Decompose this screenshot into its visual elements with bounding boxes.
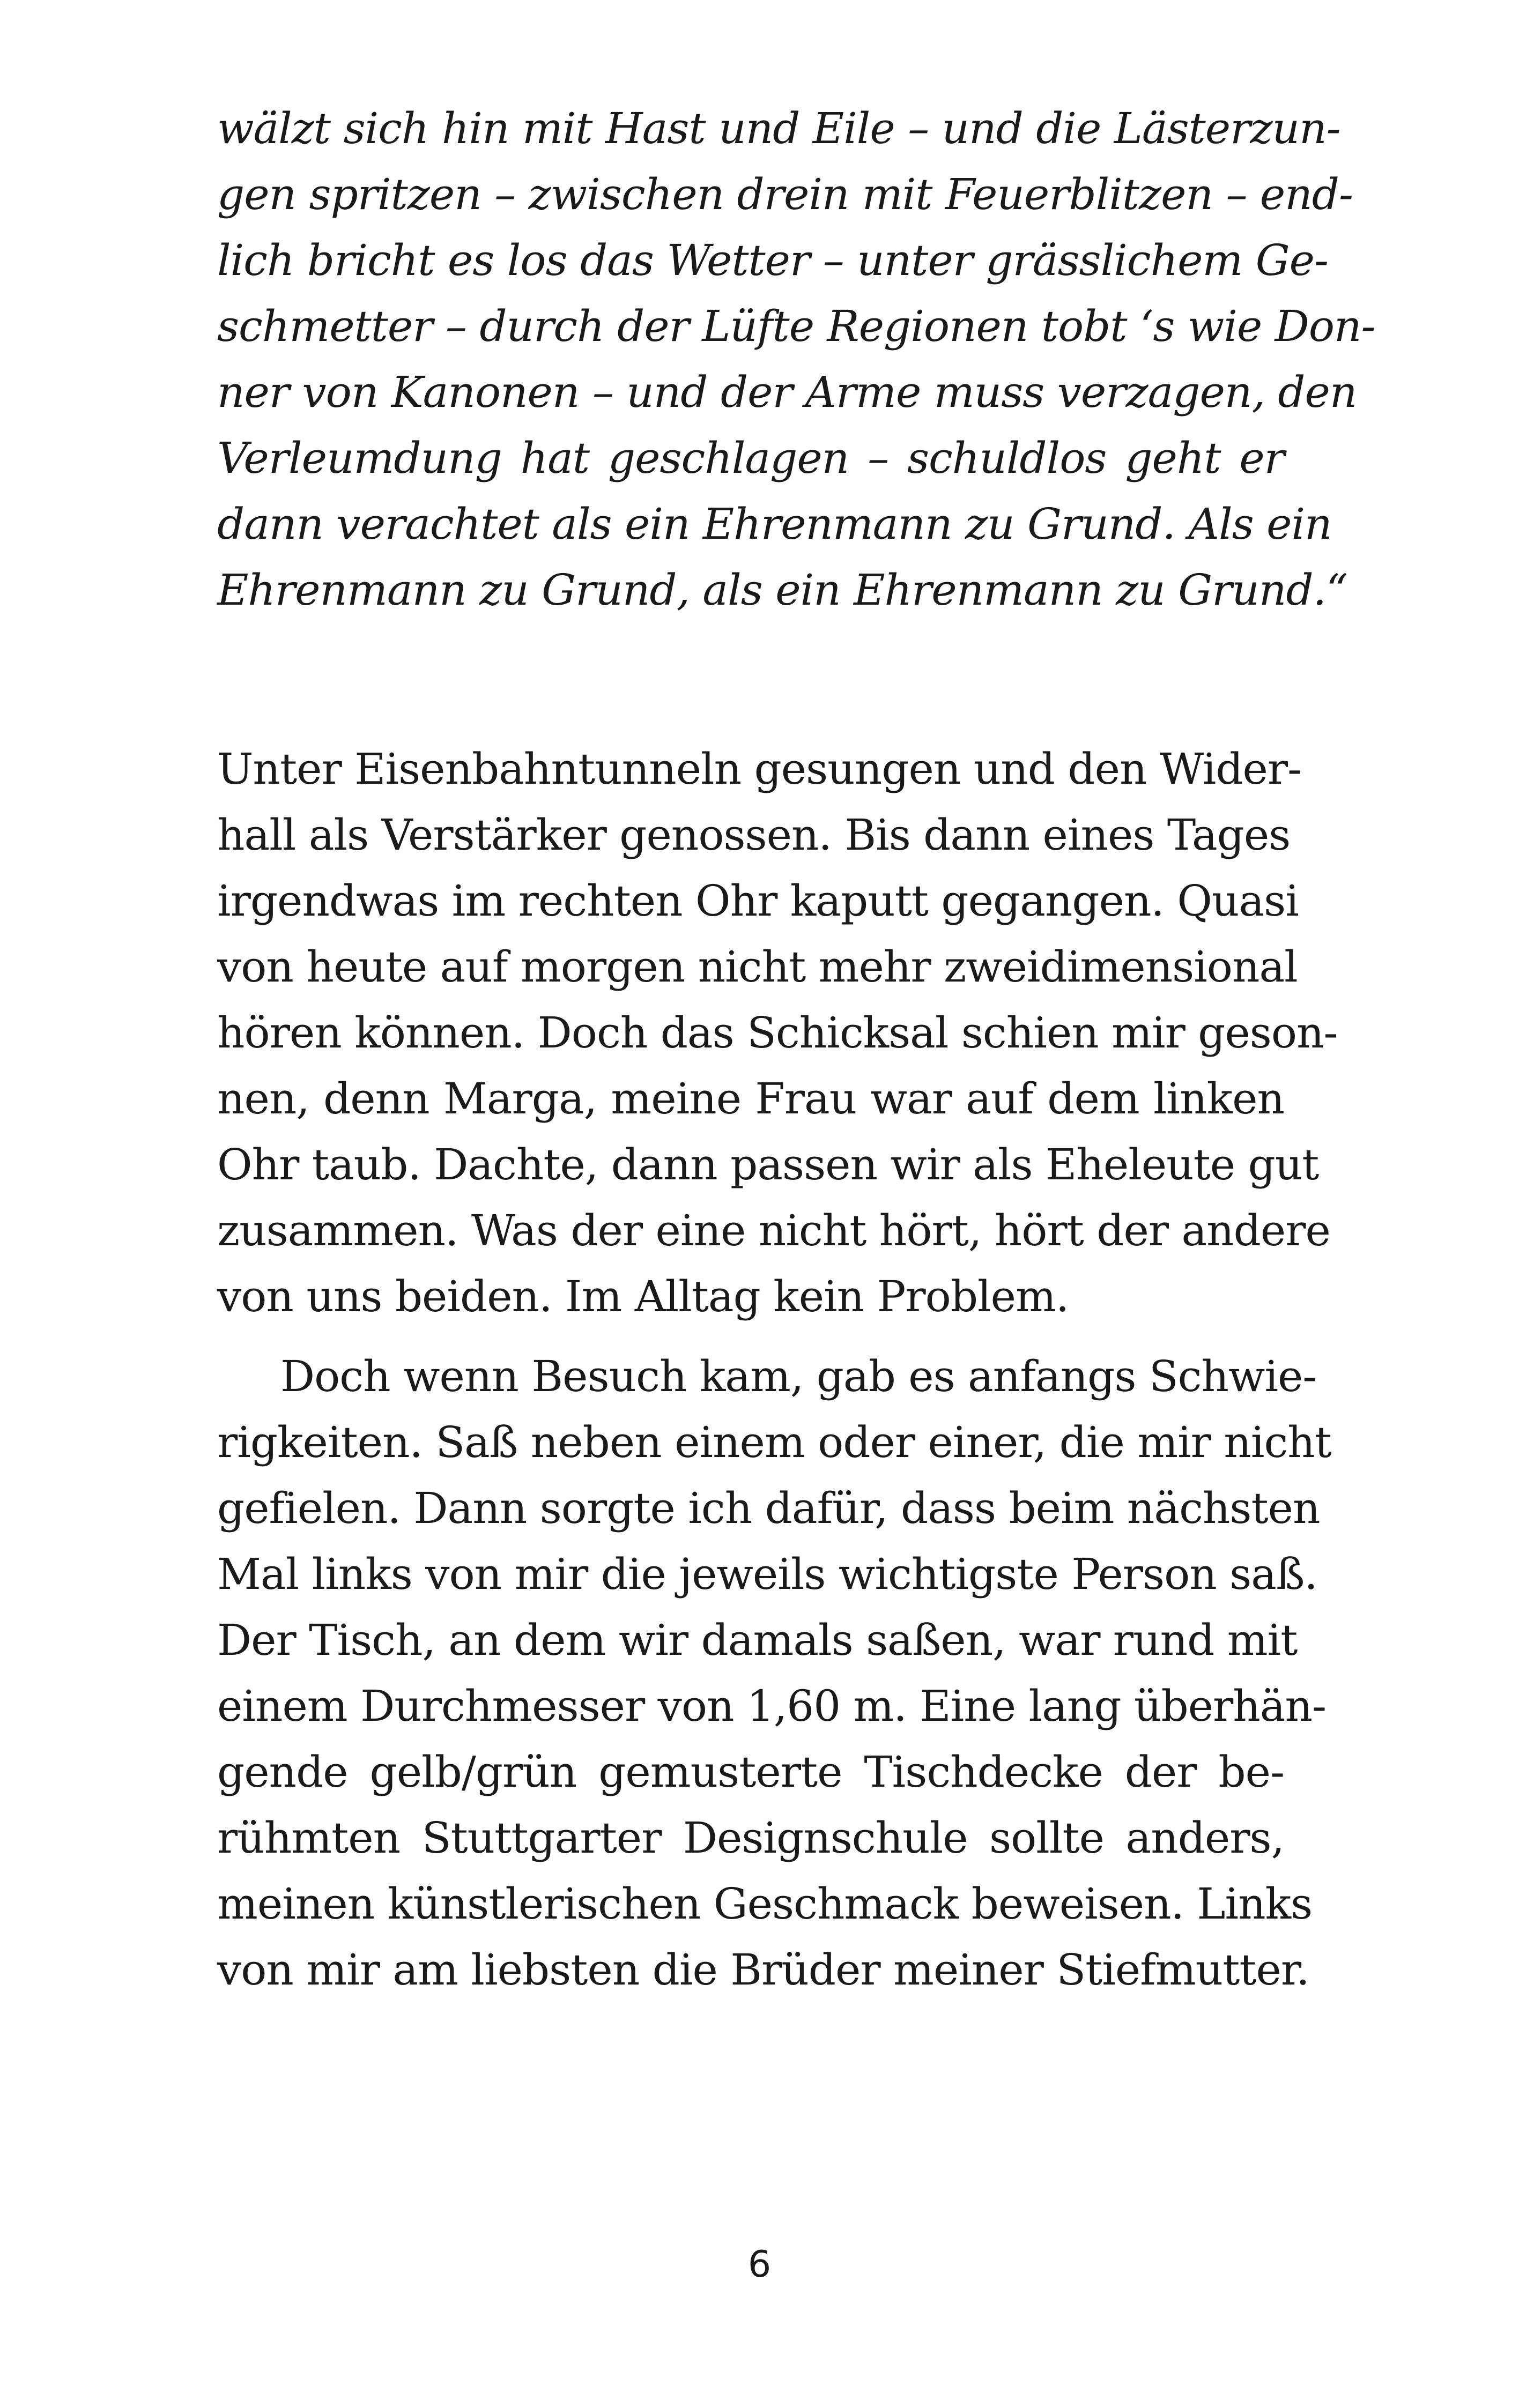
page-number: 6 — [747, 2243, 772, 2286]
quote-line: gen spritzen – zwischen drein mit Feuerblitzen – end- — [217, 169, 1353, 219]
quote-line: wälzt sich hin mit Hast und Eile – und die Lästerzun- — [217, 103, 1340, 153]
paragraph-line: Mal links von mir die jeweils wichtigste Person saß. — [217, 1549, 1317, 1599]
paragraph-line: irgendwas im rechten Ohr kaputt gegangen. Quasi — [217, 876, 1299, 926]
quote-line: lich bricht es los das Wetter – unter grässlichem Ge- — [217, 235, 1328, 285]
paragraph-line: gende gelb/grün gemusterte Tischdecke der be- — [217, 1747, 1284, 1797]
paragraph-line: zusammen. Was der eine nicht hört, hört der andere — [217, 1206, 1330, 1255]
quote-line: Verleumdung hat geschlagen – schuldlos geht er — [217, 433, 1284, 483]
paragraph-line: hören können. Doch das Schicksal schien mir geson- — [217, 1008, 1338, 1058]
paragraph-line: von heute auf morgen nicht mehr zweidimensional — [217, 942, 1298, 992]
paragraph-line: von uns beiden. Im Alltag kein Problem. — [217, 1272, 1069, 1321]
paragraph-1 — [217, 736, 1338, 1329]
paragraph-line: meinen künstlerischen Geschmack beweisen. Links — [217, 1879, 1313, 1929]
paragraph-line: Unter Eisenbahntunneln gesungen und den Wider- — [217, 744, 1302, 794]
paragraph-line: Der Tisch, an dem wir damals saßen, war rund mit — [217, 1615, 1298, 1665]
paragraph-line: nen, denn Marga, meine Frau war auf dem linken — [217, 1074, 1284, 1124]
quoted-song-text — [217, 95, 1375, 623]
paragraph-line: Doch wenn Besuch kam, gab es anfangs Schwie- — [280, 1351, 1317, 1401]
paragraph-line: rühmten Stuttgarter Designschule sollte anders, — [217, 1813, 1284, 1863]
paragraph-line: von mir am liebsten die Brüder meiner Stiefmutter. — [217, 1945, 1309, 1995]
paragraph-line: rigkeiten. Saß neben einem oder einer, die mir nicht — [217, 1417, 1331, 1467]
quote-line: Ehrenmann zu Grund, als ein Ehrenmann zu Grund.“ — [217, 565, 1347, 615]
paragraph-line: Ohr taub. Dachte, dann passen wir als Eheleute gut — [217, 1140, 1319, 1190]
paragraph-2 — [217, 1343, 1331, 2003]
quote-line: schmetter – durch der Lüfte Regionen tobt ‘s wie Don- — [217, 301, 1375, 351]
paragraph-line: einem Durchmesser von 1,60 m. Eine lang überhän- — [217, 1681, 1327, 1731]
quote-line: ner von Kanonen – und der Arme muss verzagen, den — [217, 367, 1357, 417]
paragraph-line: hall als Verstärker genossen. Bis dann eines Tages — [217, 810, 1291, 860]
quote-line: dann verachtet als ein Ehrenmann zu Grund. Als ein — [217, 499, 1332, 549]
paragraph-line: gefielen. Dann sorgte ich dafür, dass beim nächsten — [217, 1483, 1320, 1533]
